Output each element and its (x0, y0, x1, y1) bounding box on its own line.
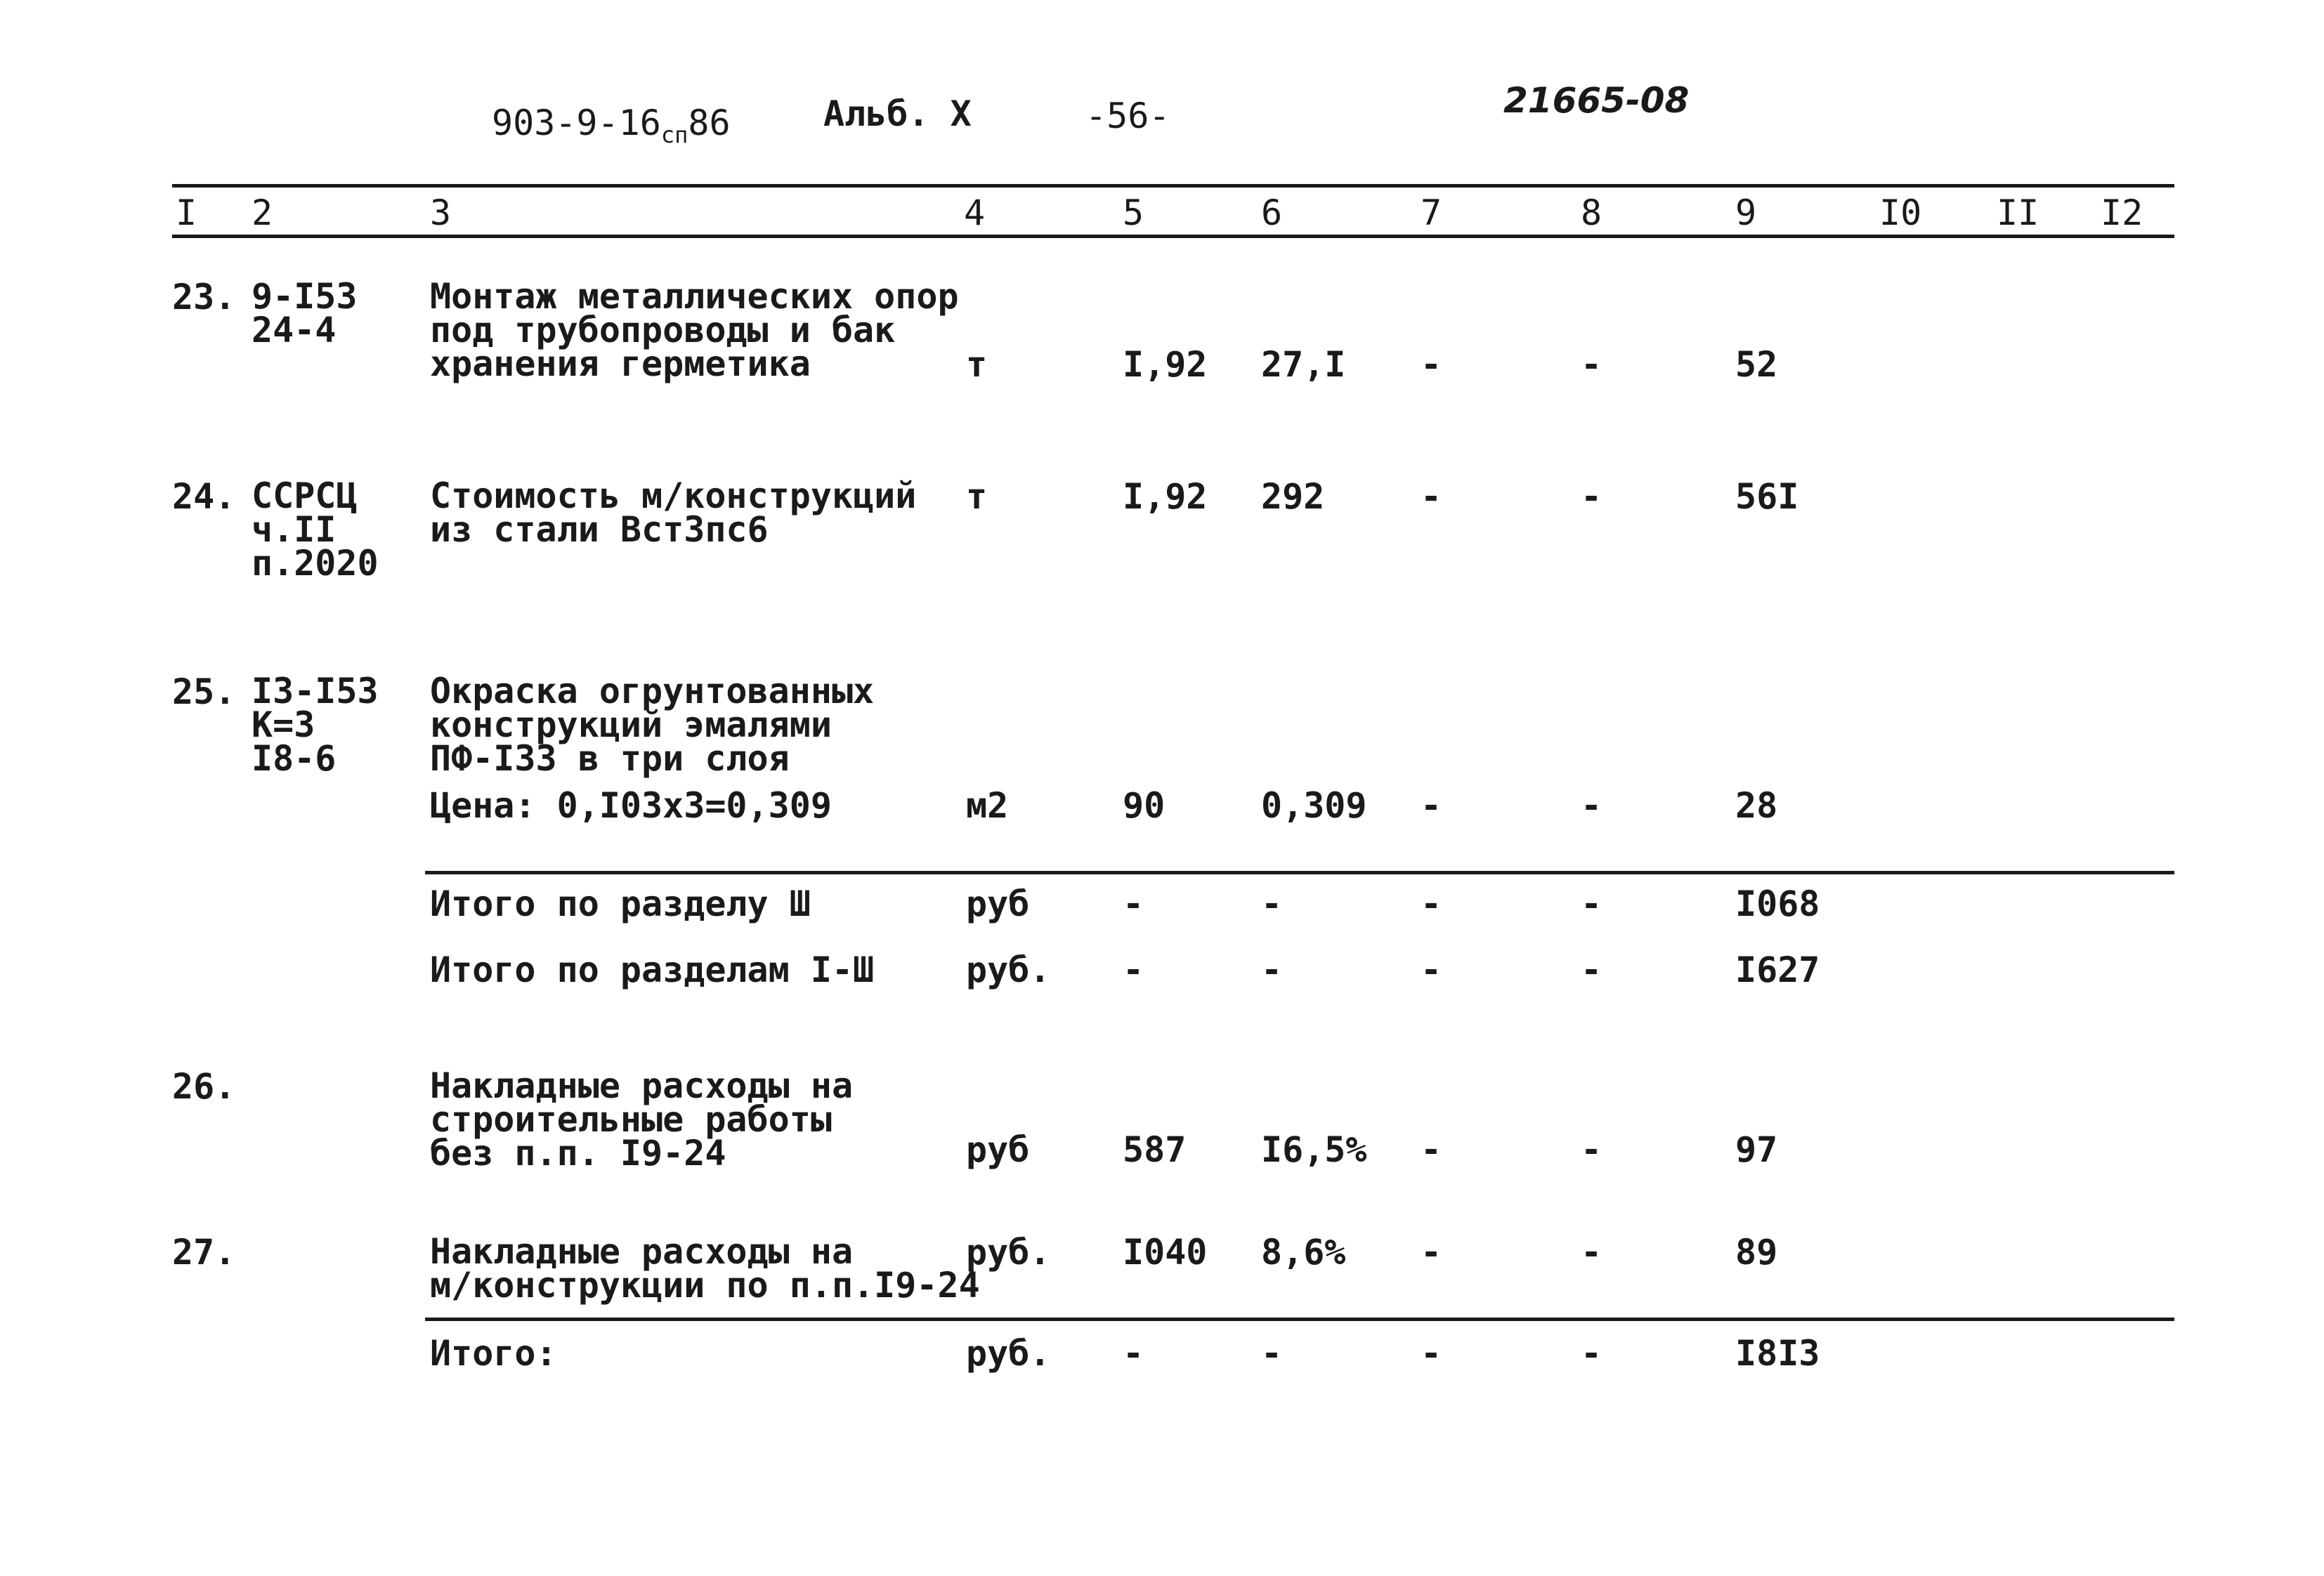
grand-total-rule (425, 1318, 2174, 1321)
col-7-value: - (1421, 950, 1442, 990)
unit-price: - (1261, 884, 1283, 924)
price-note: Цена: 0,I03х3=0,309 (430, 785, 832, 826)
norm-code: 9-I53 24-4 (252, 276, 358, 350)
series-number: 903-9-16 (492, 103, 661, 143)
unit-price: - (1261, 1333, 1283, 1374)
col-8-value: - (1581, 476, 1602, 517)
col-7-value: - (1421, 884, 1442, 924)
unit: руб. (966, 1232, 1051, 1273)
series-suffix: сп (660, 122, 688, 148)
col-7-value: - (1421, 1232, 1442, 1273)
subtotal-rule (425, 871, 2174, 874)
work-description: Монтаж металлических опор под трубопроводы и бак хранения герметика (430, 276, 959, 384)
total-cost: 56I (1735, 476, 1799, 517)
header-bottom-rule (172, 235, 2174, 238)
quantity: I040 (1123, 1232, 1208, 1273)
col-header: 2 (252, 192, 273, 233)
work-description: Накладные расходы на строительные работы без п.п. I9-24 (430, 1065, 854, 1174)
col-8-value: - (1581, 344, 1602, 385)
quantity: 587 (1123, 1129, 1187, 1170)
col-8-value: - (1581, 785, 1602, 826)
col-header: 3 (430, 192, 452, 233)
col-8-value: - (1581, 1232, 1602, 1273)
unit: т (966, 344, 988, 385)
total-cost: 28 (1735, 785, 1778, 826)
total-cost: 97 (1735, 1129, 1778, 1170)
col-header: II (1997, 192, 2039, 233)
unit: руб (966, 884, 1030, 924)
series-year: 86 (688, 103, 731, 143)
total-cost: 52 (1735, 344, 1778, 385)
quantity: I,92 (1123, 476, 1208, 517)
col-7-value: - (1421, 476, 1442, 517)
norm-code: I3-I53 К=3 I8-6 (252, 671, 379, 779)
col-header: 6 (1261, 192, 1283, 233)
document-code: 21665-08 (1503, 80, 1690, 121)
unit: руб. (966, 950, 1051, 990)
grand-total-label: Итого: (430, 1333, 557, 1374)
row-number: 25. (172, 671, 236, 712)
col-8-value: - (1581, 884, 1602, 924)
quantity: - (1123, 884, 1144, 924)
col-header: 7 (1421, 192, 1442, 233)
row-number: 24. (172, 476, 236, 517)
header-top-rule (172, 184, 2174, 188)
unit-price: 8,6% (1261, 1232, 1346, 1273)
unit-price: 0,309 (1261, 785, 1367, 826)
col-8-value: - (1581, 950, 1602, 990)
work-description: Накладные расходы на м/конструкции по п.п.I9-24 (430, 1231, 980, 1306)
col-header: 5 (1123, 192, 1144, 233)
unit: т (966, 476, 988, 517)
col-header: 8 (1581, 192, 1602, 233)
work-description: Стоимость м/конструкций из стали Вст3пс6 (430, 475, 917, 550)
col-7-value: - (1421, 1333, 1442, 1374)
col-header: I (176, 192, 197, 233)
col-7-value: - (1421, 344, 1442, 385)
unit: руб (966, 1129, 1030, 1170)
col-7-value: - (1421, 785, 1442, 826)
quantity: - (1123, 1333, 1144, 1374)
total-cost: I627 (1735, 950, 1820, 990)
col-7-value: - (1421, 1129, 1442, 1170)
quantity: 90 (1123, 785, 1166, 826)
subtotal-label: Итого по разделам I-Ш (430, 950, 875, 990)
total-cost: I8I3 (1735, 1333, 1820, 1374)
subtotal-label: Итого по разделу Ш (430, 884, 811, 924)
unit-price: 27,I (1261, 344, 1346, 385)
col-header: I0 (1879, 192, 1922, 233)
unit: м2 (966, 785, 1009, 826)
work-description: Окраска огрунтованных конструкций эмалями ПФ-I33 в три слоя (430, 671, 875, 779)
norm-code: ССРСЦ ч.II п.2020 (252, 475, 379, 584)
album-label: Альб. X (823, 93, 972, 134)
series-code (492, 103, 731, 148)
unit-price: - (1261, 950, 1283, 990)
total-cost: I068 (1735, 884, 1820, 924)
total-cost: 89 (1735, 1232, 1778, 1273)
col-8-value: - (1581, 1129, 1602, 1170)
unit-price: I6,5% (1261, 1129, 1367, 1170)
row-number: 26. (172, 1066, 236, 1107)
row-number: 23. (172, 277, 236, 317)
col-header: 9 (1735, 192, 1757, 233)
col-8-value: - (1581, 1333, 1602, 1374)
col-header: I2 (2101, 192, 2143, 233)
unit: руб. (966, 1333, 1051, 1374)
quantity: - (1123, 950, 1144, 990)
unit-price: 292 (1261, 476, 1325, 517)
page-number: -56- (1085, 96, 1170, 136)
col-header: 4 (964, 192, 986, 233)
row-number: 27. (172, 1232, 236, 1273)
quantity: I,92 (1123, 344, 1208, 385)
